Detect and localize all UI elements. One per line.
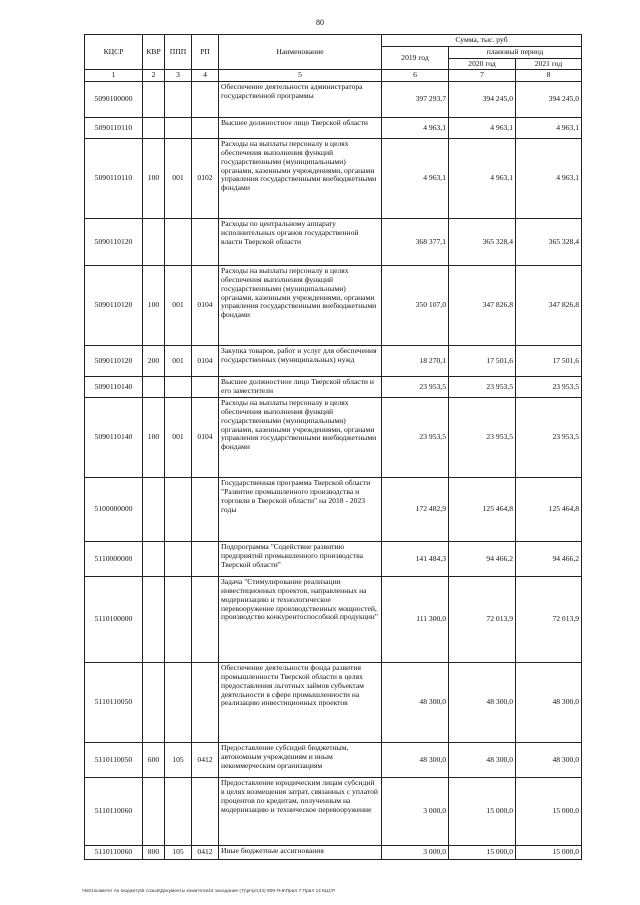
- name-cell: Обеспечение деятельности фонда развития промышленности Тверской области в целях предоставления льготных займов субъектам деятельности в сфере промышленности на реализацию инвестиционных проектов: [219, 663, 382, 743]
- amount-2021-cell: 94 466,2: [516, 542, 582, 577]
- page-number: 80: [316, 18, 324, 27]
- amount-2019-cell: 397 293,7: [382, 82, 449, 118]
- kvr-cell: [143, 778, 165, 846]
- rp-cell: 0412: [192, 846, 219, 860]
- kcsr-cell: 5110110060: [85, 846, 143, 860]
- table-row: [85, 219, 582, 266]
- name-cell: Расходы на выплаты персоналу в целях обеспечения выполнения функций государственными (муниципальными) органами, казенными учреждениями, органами управления государственными внебюджетными фондами: [219, 139, 382, 219]
- table-row: [85, 743, 582, 778]
- kcsr-cell: 5110100000: [85, 577, 143, 663]
- kvr-cell: [143, 219, 165, 266]
- header-sum: Сумма, тыс. руб: [382, 35, 582, 47]
- ppp-cell: 105: [165, 846, 192, 860]
- header-plan-period: плановый период: [449, 46, 582, 58]
- amount-2020-cell: 347 826,8: [449, 266, 516, 346]
- column-index: 1: [85, 70, 143, 82]
- amount-2019-cell: 3 000,0: [382, 846, 449, 860]
- amount-2020-cell: 125 464,8: [449, 478, 516, 542]
- ppp-cell: [165, 377, 192, 398]
- name-cell: Расходы по центральному аппарату исполнительных органов государственной власти Тверской области: [219, 219, 382, 266]
- ppp-cell: [165, 82, 192, 118]
- name-cell: Подпрограмма "Содействие развитию предприятий промышленного производства Тверской области": [219, 542, 382, 577]
- rp-cell: [192, 82, 219, 118]
- amount-2019-cell: 48 300,0: [382, 743, 449, 778]
- header-kvr: КВР: [143, 35, 165, 70]
- amount-2020-cell: 15 000,0: [449, 846, 516, 860]
- header-rp: РП: [192, 35, 219, 70]
- rp-cell: 0104: [192, 346, 219, 377]
- ppp-cell: 001: [165, 266, 192, 346]
- kcsr-cell: 5090110120: [85, 266, 143, 346]
- kcsr-cell: 5110110060: [85, 778, 143, 846]
- name-cell: Закупка товаров, работ и услуг для обеспечения государственных (муниципальных) нужд: [219, 346, 382, 377]
- rp-cell: [192, 377, 219, 398]
- kcsr-cell: 5110000000: [85, 542, 143, 577]
- amount-2021-cell: 125 464,8: [516, 478, 582, 542]
- name-cell: Государственная программа Тверской области "Развитие промышленного производства и торговли в Тверской области" на 2018 - 2023 годы: [219, 478, 382, 542]
- table-row: [85, 778, 582, 846]
- kcsr-cell: 5090110120: [85, 346, 143, 377]
- table-row: [85, 139, 582, 219]
- kcsr-cell: 5090110140: [85, 398, 143, 478]
- table-body: [85, 82, 582, 860]
- rp-cell: 0104: [192, 398, 219, 478]
- kcsr-cell: 5110110050: [85, 663, 143, 743]
- kvr-cell: [143, 377, 165, 398]
- name-cell: Предоставление юридическим лицам субсидий в целях возмещения затрат, связанных с уплатой процентов по кредитам, полученным на модернизацию и техническое перевооружение: [219, 778, 382, 846]
- kcsr-cell: 5100000000: [85, 478, 143, 542]
- amount-2021-cell: 23 953,5: [516, 398, 582, 478]
- amount-2019-cell: 368 377,1: [382, 219, 449, 266]
- ppp-cell: [165, 542, 192, 577]
- ppp-cell: [165, 778, 192, 846]
- amount-2019-cell: 172 482,9: [382, 478, 449, 542]
- amount-2019-cell: 48 300,0: [382, 663, 449, 743]
- amount-2019-cell: 141 484,3: [382, 542, 449, 577]
- table-row: [85, 266, 582, 346]
- amount-2020-cell: 48 300,0: [449, 663, 516, 743]
- amount-2020-cell: 4 963,1: [449, 118, 516, 139]
- amount-2019-cell: 4 963,1: [382, 118, 449, 139]
- ppp-cell: [165, 663, 192, 743]
- table-row: [85, 478, 582, 542]
- rp-cell: [192, 542, 219, 577]
- kvr-cell: [143, 577, 165, 663]
- kvr-cell: 800: [143, 846, 165, 860]
- column-index: 8: [516, 70, 582, 82]
- header-year-2021: 2021 год: [516, 58, 582, 70]
- name-cell: Высшее должностное лицо Тверской области и его заместители: [219, 377, 382, 398]
- amount-2021-cell: 48 300,0: [516, 663, 582, 743]
- kcsr-cell: 5090110140: [85, 377, 143, 398]
- amount-2020-cell: 15 000,0: [449, 778, 516, 846]
- name-cell: Расходы на выплаты персоналу в целях обеспечения выполнения функций государственными (муниципальными) органами, казенными учреждениями, органами управления государственными внебюджетными фондами: [219, 266, 382, 346]
- amount-2021-cell: 72 013,9: [516, 577, 582, 663]
- table-row: [85, 398, 582, 478]
- name-cell: Высшее должностное лицо Тверской области: [219, 118, 382, 139]
- table-row: [85, 846, 582, 860]
- amount-2019-cell: 23 953,5: [382, 377, 449, 398]
- column-index: 4: [192, 70, 219, 82]
- kvr-cell: [143, 542, 165, 577]
- ppp-cell: 001: [165, 139, 192, 219]
- column-index: 6: [382, 70, 449, 82]
- header-ppp: ППП: [165, 35, 192, 70]
- amount-2021-cell: 4 963,1: [516, 118, 582, 139]
- table-row: [85, 118, 582, 139]
- amount-2021-cell: 394 245,0: [516, 82, 582, 118]
- table-row: [85, 346, 582, 377]
- footer-file-path: \\fs01\комитет по бюджету\Б созыв\Документы комитета\44 заседание (7)\рг\рт(44) 809-П-6\Прил 7 Прил 14 КЦСР: [82, 889, 336, 894]
- ppp-cell: [165, 118, 192, 139]
- amount-2020-cell: 17 501,6: [449, 346, 516, 377]
- rp-cell: 0104: [192, 266, 219, 346]
- amount-2020-cell: 72 013,9: [449, 577, 516, 663]
- budget-table: [84, 34, 582, 860]
- amount-2019-cell: 18 270,1: [382, 346, 449, 377]
- rp-cell: [192, 577, 219, 663]
- kcsr-cell: 5110110050: [85, 743, 143, 778]
- column-index: 7: [449, 70, 516, 82]
- kcsr-cell: 5090110110: [85, 139, 143, 219]
- table-row: [85, 377, 582, 398]
- name-cell: Иные бюджетные ассигнования: [219, 846, 382, 860]
- kcsr-cell: 5090110110: [85, 118, 143, 139]
- amount-2021-cell: 23 953,5: [516, 377, 582, 398]
- amount-2020-cell: 94 466,2: [449, 542, 516, 577]
- amount-2021-cell: 17 501,6: [516, 346, 582, 377]
- ppp-cell: [165, 478, 192, 542]
- amount-2020-cell: 23 953,5: [449, 398, 516, 478]
- header-year-2020: 2020 год: [449, 58, 516, 70]
- kvr-cell: 200: [143, 346, 165, 377]
- kvr-cell: [143, 118, 165, 139]
- column-index: 5: [219, 70, 382, 82]
- kvr-cell: [143, 478, 165, 542]
- ppp-cell: [165, 219, 192, 266]
- ppp-cell: 105: [165, 743, 192, 778]
- amount-2019-cell: 3 000,0: [382, 778, 449, 846]
- rp-cell: [192, 118, 219, 139]
- amount-2021-cell: 15 000,0: [516, 846, 582, 860]
- kcsr-cell: 5090100000: [85, 82, 143, 118]
- rp-cell: [192, 778, 219, 846]
- column-index: 3: [165, 70, 192, 82]
- amount-2021-cell: 48 300,0: [516, 743, 582, 778]
- ppp-cell: [165, 577, 192, 663]
- amount-2020-cell: 365 328,4: [449, 219, 516, 266]
- table-row: [85, 663, 582, 743]
- kvr-cell: 600: [143, 743, 165, 778]
- rp-cell: 0102: [192, 139, 219, 219]
- amount-2021-cell: 4 963,1: [516, 139, 582, 219]
- header-name: Наименование: [219, 35, 382, 70]
- kvr-cell: 100: [143, 139, 165, 219]
- amount-2021-cell: 347 826,8: [516, 266, 582, 346]
- amount-2019-cell: 111 300,0: [382, 577, 449, 663]
- header-kcsr: КЦСР: [85, 35, 143, 70]
- rp-cell: [192, 478, 219, 542]
- rp-cell: [192, 219, 219, 266]
- ppp-cell: 001: [165, 398, 192, 478]
- name-cell: Предоставление субсидий бюджетным, автономным учреждениям и иным некоммерческим организациям: [219, 743, 382, 778]
- kvr-cell: [143, 82, 165, 118]
- table-row: [85, 82, 582, 118]
- amount-2020-cell: 48 300,0: [449, 743, 516, 778]
- table-row: [85, 577, 582, 663]
- kcsr-cell: 5090110120: [85, 219, 143, 266]
- amount-2020-cell: 23 953,5: [449, 377, 516, 398]
- amount-2020-cell: 394 245,0: [449, 82, 516, 118]
- amount-2019-cell: 4 963,1: [382, 139, 449, 219]
- kvr-cell: 100: [143, 398, 165, 478]
- rp-cell: [192, 663, 219, 743]
- kvr-cell: 100: [143, 266, 165, 346]
- name-cell: Обеспечение деятельности администратора государственной программы: [219, 82, 382, 118]
- name-cell: Расходы на выплаты персоналу в целях обеспечения выполнения функций государственными (муниципальными) органами, казенными учреждениями, органами управления государственными внебюджетными фондами: [219, 398, 382, 478]
- amount-2020-cell: 4 963,1: [449, 139, 516, 219]
- column-index: 2: [143, 70, 165, 82]
- amount-2021-cell: 365 328,4: [516, 219, 582, 266]
- rp-cell: 0412: [192, 743, 219, 778]
- amount-2019-cell: 350 107,0: [382, 266, 449, 346]
- amount-2021-cell: 15 000,0: [516, 778, 582, 846]
- name-cell: Задача "Стимулирование реализации инвестиционных проектов, направленных на модернизацию и технологическое перевооружение производственных мощностей, производство конкурентоспособной продукции": [219, 577, 382, 663]
- table-row: [85, 542, 582, 577]
- amount-2019-cell: 23 953,5: [382, 398, 449, 478]
- kvr-cell: [143, 663, 165, 743]
- header-year-2019: 2019 год: [382, 46, 449, 70]
- ppp-cell: 001: [165, 346, 192, 377]
